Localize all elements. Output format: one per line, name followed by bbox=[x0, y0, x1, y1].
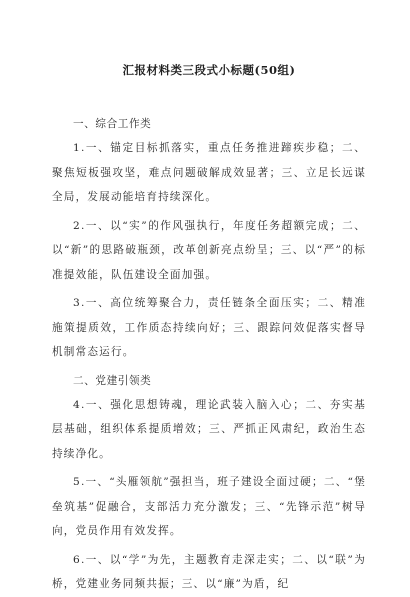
paragraph-item-2: 2.一、以“实”的作风强执行，年度任务超额完成；二、以“新”的思路破瓶颈，改革创新亮点纷呈；三、以“严”的标准提效能，队伍建设全面加强。 bbox=[52, 219, 366, 281]
paragraph-item-5: 5.一、“头雁领航”强担当，班子建设全面过硬；二、“堡垒筑基”促融合，支部活力充分激发；三、“先锋示范”树导向，党员作用有效发挥。 bbox=[52, 476, 366, 537]
section-heading: 一、综合工作类 bbox=[73, 118, 152, 130]
section-party-building bbox=[52, 369, 366, 597]
document-title: 汇报材料类三段式小标题(50组) bbox=[122, 63, 296, 77]
paragraph-item-6: 6.一、以“学”为先，主题教育走深走实；二、以“联”为桥，党建业务同频共振；三、以“廉”为盾，纪 bbox=[52, 553, 366, 590]
section-comprehensive-work bbox=[52, 112, 366, 365]
paragraph-item-4: 4.一、强化思想铸魂，理论武装入脑入心；二、夯实基层基础，组织体系提质增效；三、严抓正风肃纪，政治生态持续净化。 bbox=[52, 398, 366, 460]
paragraph-item-3: 3.一、高位统筹聚合力，责任链条全面压实；二、精准施策提质效，工作质态持续向好；三、跟踪问效促落实督导机制常态运行。 bbox=[52, 297, 366, 358]
section-heading: 二、党建引领类 bbox=[73, 374, 152, 387]
paragraph-item-1: 1.一、锚定目标抓落实，重点任务推进蹄疾步稳；二、聚焦短板强攻坚，难点问题破解成效显著；三、立足长远谋全局，发展动能培育持续深化。 bbox=[52, 142, 366, 203]
